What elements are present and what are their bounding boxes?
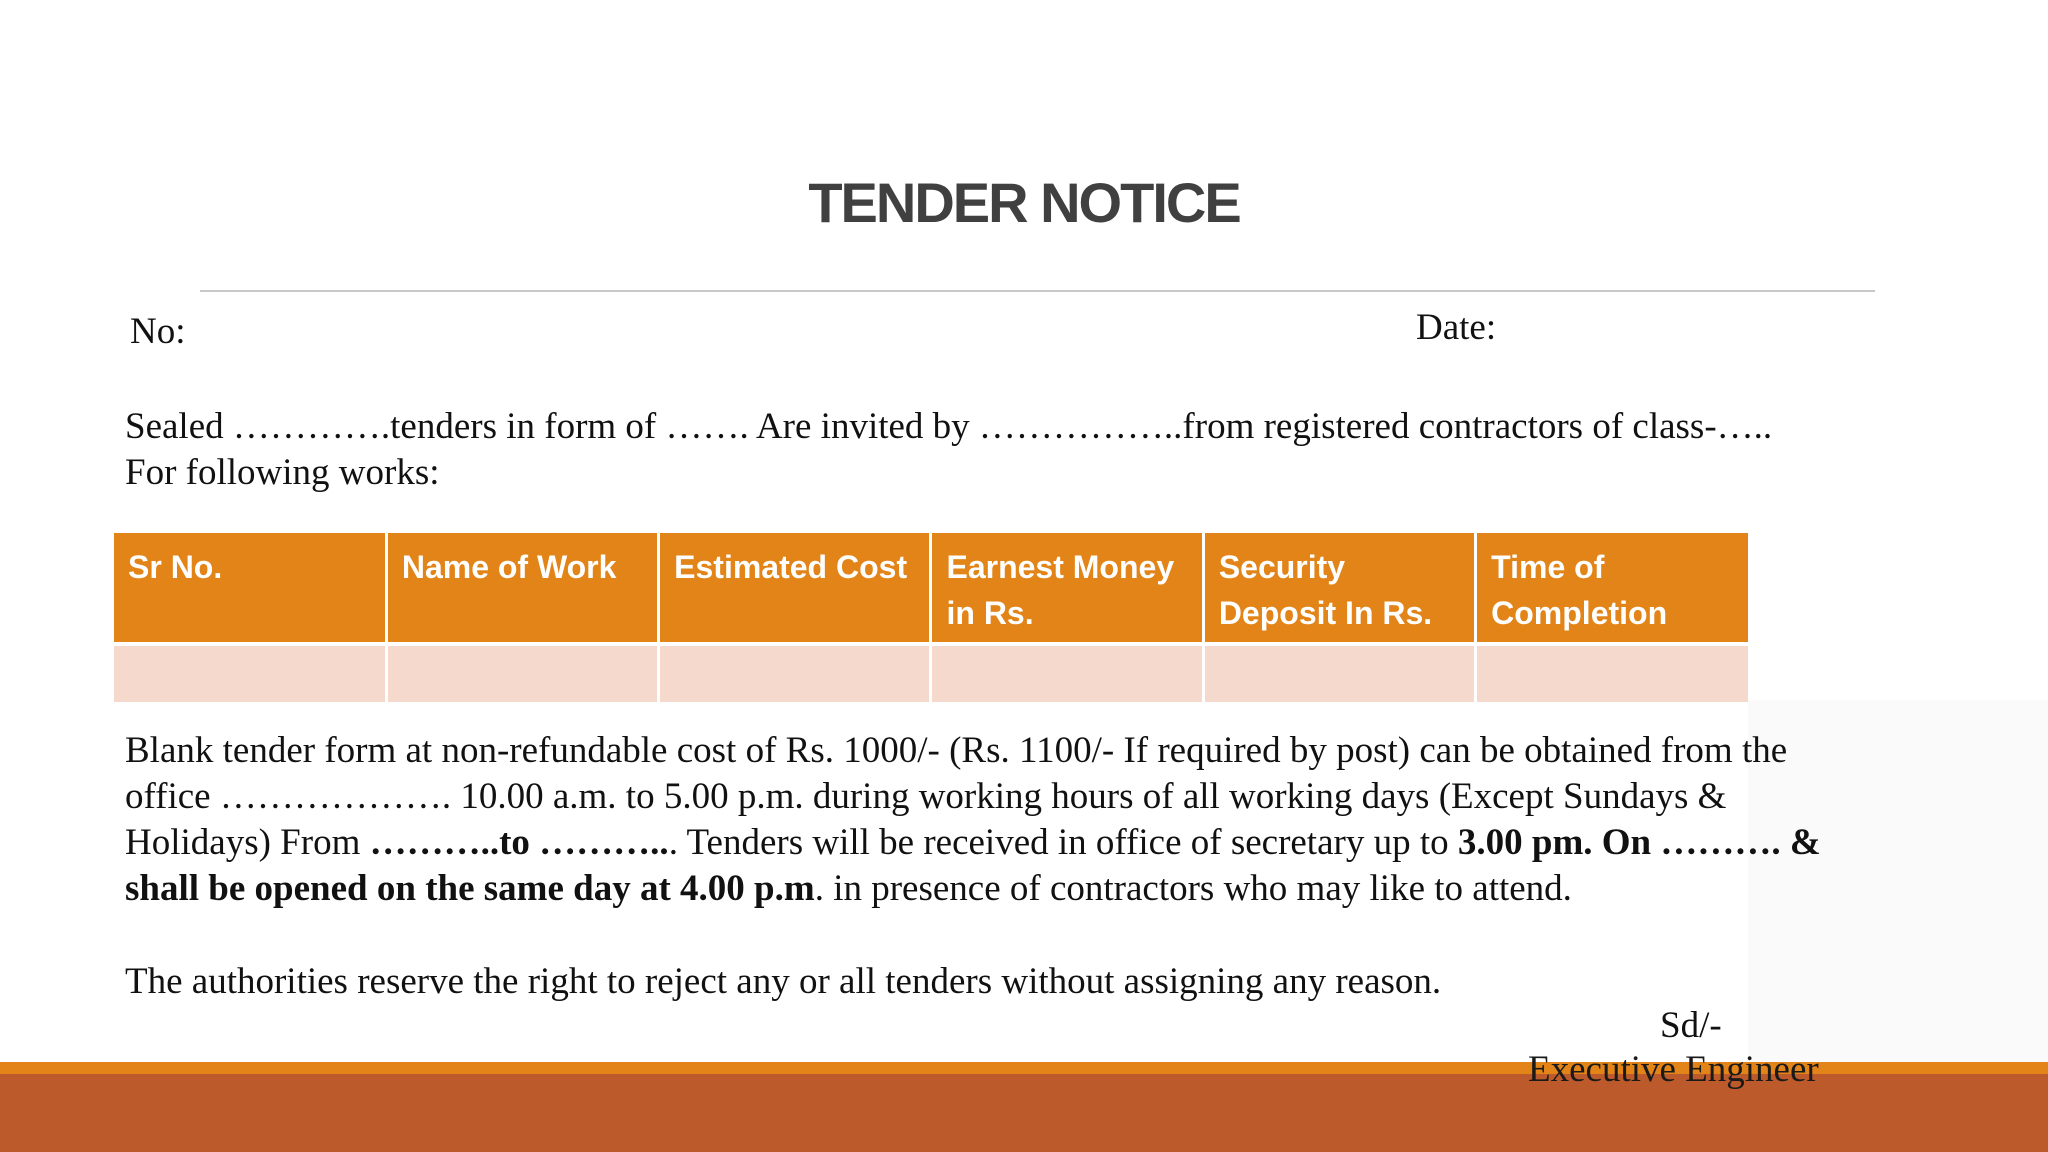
details-text-2: . Tenders will be received in office of secretary up to: [668, 822, 1458, 863]
table-cell: [659, 644, 931, 702]
details-date-range: ………..to ………..: [369, 822, 669, 863]
table-cell: [386, 644, 658, 702]
tender-details-paragraph: [125, 728, 1825, 912]
works-table: [114, 533, 1748, 702]
header-security-deposit: Security Deposit In Rs.: [1203, 533, 1475, 644]
table-row: [114, 644, 1748, 702]
notice-date-label: Date:: [1416, 307, 1497, 348]
signature-title: Executive Engineer: [1528, 1049, 1819, 1090]
details-text-3: . in presence of contractors who may like to attend.: [814, 868, 1572, 909]
signature-sd: Sd/-: [1660, 1005, 1722, 1046]
title-divider: [200, 290, 1875, 292]
details-submission-time: 3.00 pm. On ………. & shall be opened on the same day at 4.00 p.m: [125, 822, 1821, 909]
header-name-of-work: Name of Work: [386, 533, 658, 644]
notice-number-label: No:: [130, 311, 186, 352]
table-cell: [931, 644, 1203, 702]
intro-paragraph: Sealed ………….tenders in form of ……. Are invited by ……………..from registered contractors of class-….. For following works:: [125, 406, 1773, 493]
header-sr-no: Sr No.: [114, 533, 386, 644]
header-estimated-cost: Estimated Cost: [659, 533, 931, 644]
reservation-clause: The authorities reserve the right to reject any or all tenders without assigning any reason.: [125, 961, 1442, 1002]
details-text-1: Blank tender form at non-refundable cost of Rs. 1000/- (Rs. 1100/- If required by post) can be obtained from the office ………………. 10.00 a.m. to 5.00 p.m. during working hours of all working days (Except Sundays & Holidays) From: [125, 730, 1788, 863]
page-title: TENDER NOTICE: [808, 171, 1240, 234]
header-earnest-money: Earnest Money in Rs.: [931, 533, 1203, 644]
header-time-of-completion: Time of Completion: [1476, 533, 1748, 644]
table-cell: [1203, 644, 1475, 702]
table-header-row: [114, 533, 1748, 644]
table-cell: [1476, 644, 1748, 702]
table-cell: [114, 644, 386, 702]
